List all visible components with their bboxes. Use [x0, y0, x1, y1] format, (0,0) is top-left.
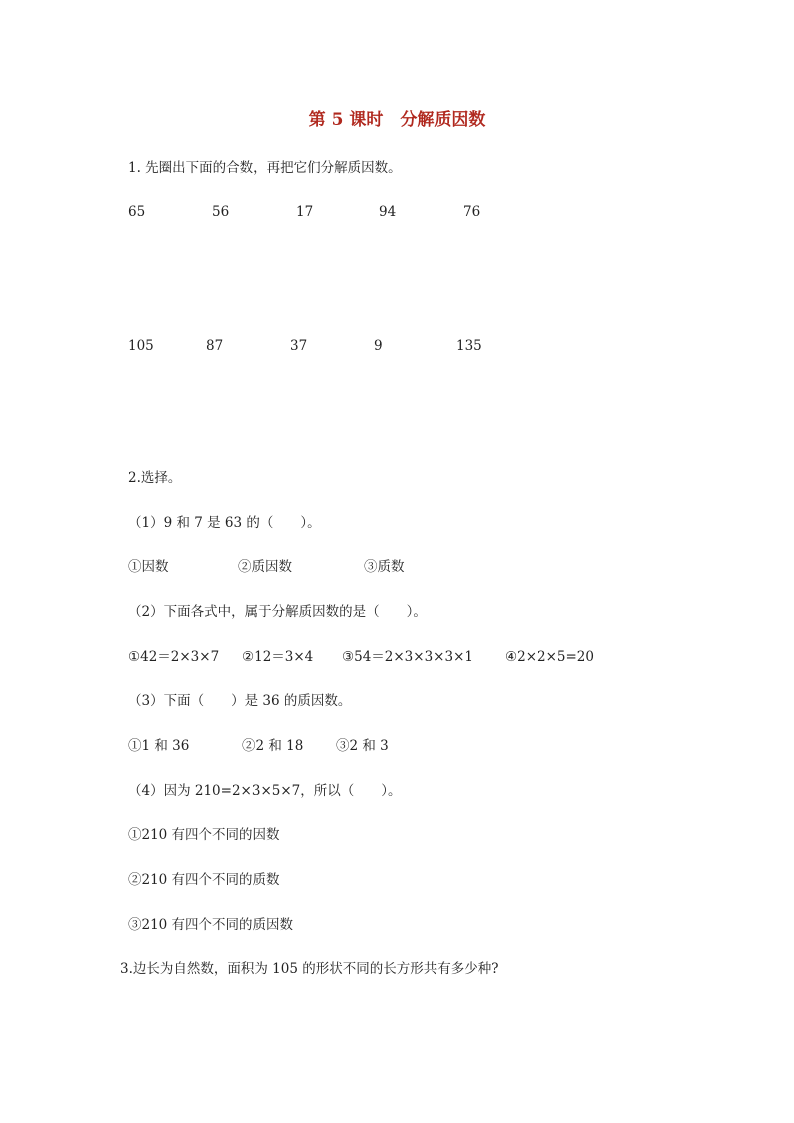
- number-item: 56: [212, 204, 230, 220]
- q3-prompt: 3.边长为自然数，面积为 105 的形状不同的长方形共有多少种?: [120, 961, 499, 977]
- option-choice: ③54＝2×3×3×3×1: [342, 649, 473, 665]
- option-choice: ③2 和 3: [336, 738, 389, 754]
- option-choice: ②质因数: [238, 559, 292, 575]
- option-choice: ③210 有四个不同的质因数: [128, 917, 294, 933]
- number-item: 87: [206, 338, 224, 354]
- number-item: 76: [463, 204, 481, 220]
- option-choice: ②12＝3×4: [242, 649, 314, 665]
- option-choice: ①1 和 36: [128, 738, 190, 754]
- q2-item-2-stem: （2）下面各式中，属于分解质因数的是（ ）。: [128, 604, 427, 620]
- q2-heading: 2.选择。: [128, 470, 182, 486]
- number-item: 94: [379, 204, 397, 220]
- number-item: 105: [128, 338, 154, 354]
- q2-item-1-stem: （1）9 和 7 是 63 的（ ）。: [128, 515, 321, 531]
- q2-item-4-stem: （4）因为 210=2×3×5×7，所以（ ）。: [128, 783, 402, 799]
- number-item: 65: [128, 204, 146, 220]
- number-item: 37: [290, 338, 308, 354]
- option-choice: ③质数: [364, 559, 405, 575]
- number-item: 17: [296, 204, 314, 220]
- option-choice: ①42＝2×3×7: [128, 649, 220, 665]
- option-choice: ①因数: [128, 559, 169, 575]
- page-title: 第 5 课时 分解质因数: [308, 110, 486, 130]
- q2-item-3-stem: （3）下面（ ）是 36 的质因数。: [128, 693, 352, 709]
- q1-prompt: 1. 先圈出下面的合数，再把它们分解质因数。: [128, 160, 402, 176]
- option-choice: ②2 和 18: [242, 738, 304, 754]
- number-item: 9: [374, 338, 383, 354]
- option-choice: ④2×2×5=20: [505, 649, 594, 665]
- number-item: 135: [456, 338, 482, 354]
- option-choice: ②210 有四个不同的质数: [128, 872, 280, 888]
- option-choice: ①210 有四个不同的因数: [128, 827, 280, 843]
